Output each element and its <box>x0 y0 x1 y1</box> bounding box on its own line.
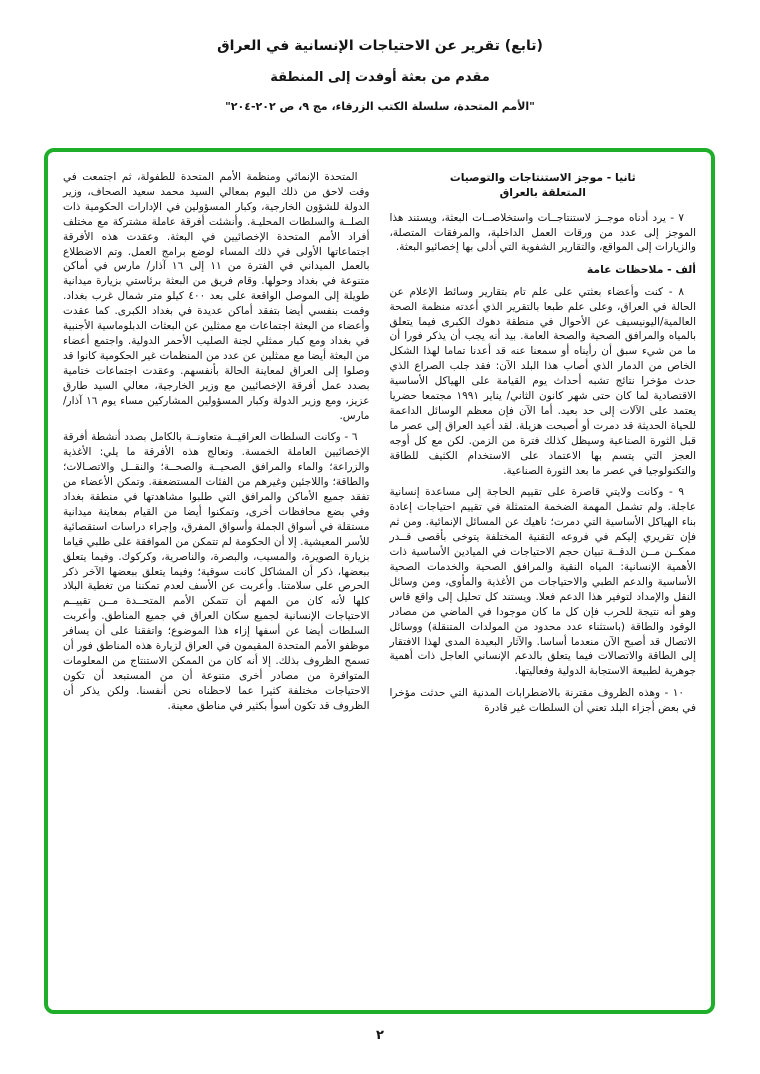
source-citation: "الأمم المتحدة، سلسلة الكتب الزرقاء، مج ٩، ص ٢٠٢-٢٠٤" <box>225 100 535 113</box>
paragraph-6: ٦ - وكانت السلطات العراقيــة متعاونــة بالكامل بصدد أنشطة أفرقة الإخصائيين العاملة الخمسة. وتعالج هذه الأفرقة ما يلي: الأغذية والزراعة؛ والماء والمرافق الصحيــة والصحــة؛ والنقــل والاتصـالات؛ والطاقة؛ واللاجئين وغيرهم من الفئات المستضعفة. وتمكن الأعضاء من تفقد جميع الأماكن والمرافق التي طلبوا مشاهدتها في منطقة بغداد وفي بضع محافظات أخرى، وتمكنوا أيضا من القيام بمعاينة ميدانية مستقلة في أسواق الجملة وأسواق المفرق، وإجراء دراسات استقصائية للأسر المعيشية. إلا أن الحكومة لم تتمكن من الموافقة على طلبي قياما بزيارة الصويرة، والمسيب، والبصرة، والناصرية، وكركوك. وفيما يتعلق ببعضها، ذكر أن المشاكل كانت سوقية؛ وفيما يتعلق ببعضها الآخر ذكر الحرص على سلامتنا. وأعربت عن الأسف لعدم تمكننا من تغطية البلاد كلها لأنه كان من المهم أن تتمكن الأمم المتحــدة مــن تقييــم الاحتياجات الإنسانية لجميع سكان العراق في جميع المناطق. وأعربت السلطات أيضا عن أسفها إزاء هذا الموضوع؛ واتفقنا على أن يسافر موظفو الأمم المتحدة المقيمون في العراق لزيارة هذه المناطق فور أن تسمح الظروف بذلك. إلا أنه كان من الممكن الاستنتاج من المعلومات المتوافرة من مصادر أخرى متنوعة أن من المستبعد أن تكون الاحتياجات مختلفة كثيرا عما لاحظناه نحن أنفسنا. ولكن يذكر أن الظروف قد تكون أسوأ بكثير في مناطق معينة. <box>63 431 370 712</box>
report-subtitle: مقدم من بعثة أوفدت إلى المنطقة <box>270 70 490 85</box>
report-title: (تابع) تقرير عن الاحتياجات الإنسانية في العراق <box>217 38 543 54</box>
two-column-layout <box>63 170 696 996</box>
paragraph-10: ١٠ - وهذه الظروف مقترنة بالاضطرابات المدنية التي حدثت مؤخرا في بعض أجزاء البلد تعني أن السلطات غير قادرة <box>389 687 696 715</box>
subsection-heading-general-remarks: ألف - ملاحظات عامة <box>586 263 696 277</box>
paragraph-7: ٧ - يرد أدناه موجــز لاستنتاجــات واستخلاصــات البعثة، ويستند هذا الموجز إلى عدد من ورقات العمل الداخلية، والمرفقات المتصلة، والزيارات إلى المواقع، والتقارير الشفوية التي أدلى بها إخصائيو البعثة. <box>389 211 696 254</box>
section-heading-line2: المتعلقة بالعراق <box>499 186 586 200</box>
document-header <box>0 38 760 113</box>
paragraph-9: ٩ - وكانت ولايتي قاصرة على تقييم الحاجة إلى مساعدة إنسانية عاجلة. ولم تشمل المهمة الضخمة المتمثلة في تقييم احتياجات إعادة بناء الهياكل الأساسية التي دمرت؛ ناهيك عن المسائل الإنمائية. ومن ثم فإن تقريري إليكم في فروعه التقنية المختلفة يتوخى بأقصى قــدر ممكــن مــن الدقــة تبيان حجم الاحتياجات في الميادين الأساسية ذات الأهمية الإنسانية: المياه النقية والمرافق الصحية والخدمات الصحية الأساسية والدعم الطبي والاحتياجات من الأغذية والمأوى، ومن وسائل النقل والإمداد لتوفير هذا الدعم فعلا. ويستند كل تحليل إلى واقع قاس وهو أنه نتيجة للحرب فإن كل ما كان موجودا في الماضي من مصادر الوقود والطاقة (باستثناء عدد محدود من المولدات المتنقلة) ووسائل الاتصال قد أصبح الآن منعدما أساسا. والآثار البعيدة المدى لهذا الافتقار إلى الطاقة والاتصالات فيما يتعلق بالدعم الإنساني العاجل ذات أهمية جوهرية لطبيعة الاستجابة الدولية وفعاليتها. <box>389 486 696 678</box>
section-heading-line1: ثانيا - موجز الاستنتاجات والتوصيات <box>449 171 636 184</box>
paragraph-5-continued: المتحدة الإنمائي ومنظمة الأمم المتحدة للطفولة، ثم اجتمعت في وقت لاحق من ذلك اليوم بمعالي السيد محمد سعيد الصحاف، وزير الدولة للشؤون الخارجية، وكبار المسؤولين في الإدارات الحكومية ذات الصلــة والسلطات المحليـة. وأنشئت أفرقة عاملة مشتركة مع مختلف أفراد الأمم المتحدة الإخصائيين في البعثة. وعقدت هذه الأفرقة اجتماعاتها الأولى في ذلك المساء لوضع برامج العمل. وتم الاضطلاع بالعمل الميداني في الفترة من ١١ إلى ١٦ آذار/ مارس في أماكن متنوعة في بغداد وحولها. وقام فريق من البعثة برئاستي بزيارة ميدانية طويلة إلى الموصل الواقعة على بعد ٤٠٠ كيلو متر شمال غرب بغداد. وقمت بنفسي أيضا بتفقد أماكن عديدة في بغداد الكبرى. كما عقدت وأعضاء من البعثة اجتماعات مع ممثلين عن البعثات الدبلوماسية الأجنبية في بغداد ومع كبار ممثلي لجنة الصليب الأحمر الدولية. واجتمع أعضاء من البعثة أيضا مع ممثلين عن عدد من المنظمات غير الحكومية كانوا قد وصلوا إلى العراق لمعاينة الحالة بأنفسهم. وعقدت اجتماعات ختامية بصدد عمل أفرقة الإخصائيين مع وزير الخارجية، معالي السيد طارق عزيز، ومع وزير الدولة وكبار المسؤولين المشاركين مساء يوم ١٦ آذار/ مارس. <box>63 171 370 422</box>
page-number: ٢ <box>376 1028 384 1043</box>
content-frame <box>44 148 715 1014</box>
paragraph-8: ٨ - كنت وأعضاء بعثتي على علم تام بتقارير وسائط الإعلام عن الحالة في العراق، وعلى علم طبعا بالتقرير الذي أعدته منظمة الصحة العالمية/اليونيسيف عن الأحوال في منطقة دهوك الكبرى فيما يتعلق بالمياه والمرافق الصحية والصحة العامة. بيد أنه يجب أن يذكر فورا أن ما من شيء سبق أن رأيناه أو سمعنا عنه قد أعدنا تماما لهذا الشكل الخاص من الدمار الذي أصاب هذا البلد الآن: فقد جلب الصراع الذي حدث مؤخرا نتائج تشبه أحداث يوم القيامة على الهياكل الأساسية الاقتصادية لما كان حتى شهر كانون الثاني/ يناير ١٩٩١ مجتمعا حضريا يعتمد على الآلات إلى حد بعيد. أما الآن فإن معظم الوسائل الداعمة للحياة الحديثة قد دمرت أو أصبحت هزيلة. لقد أعيد العراق إلى عصر ما قبل الثورة الصناعية وسيظل كذلك فترة من الزمن. لكن مع كل أوجه العجز التي يتسم بها الاعتماد على الاستخدام الكثيف للطاقة والتكنولوجيا في عصر ما بعد الثورة الصناعية. <box>389 285 696 477</box>
column-right <box>390 170 697 996</box>
column-left <box>63 170 370 996</box>
